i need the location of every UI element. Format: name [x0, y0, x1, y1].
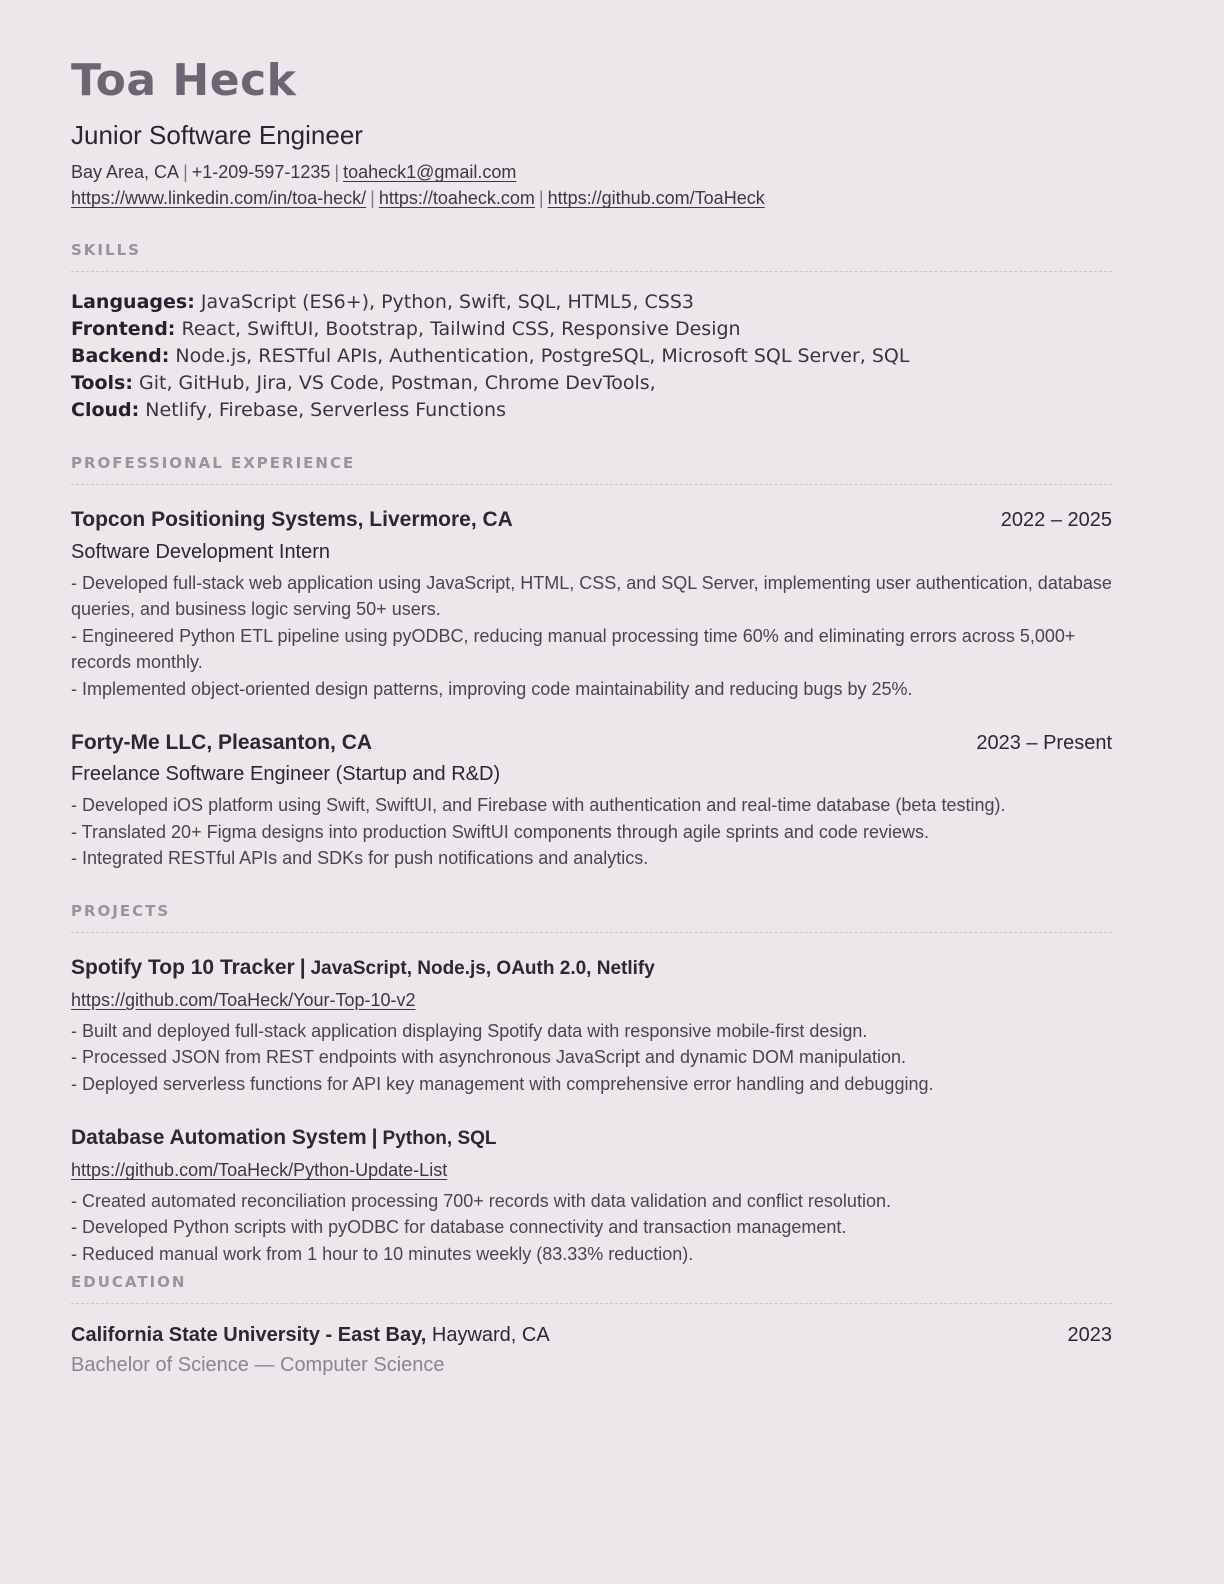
resume-name: Toa Heck	[71, 55, 297, 106]
contact-location: Bay Area, CA	[71, 162, 180, 183]
project-title-separator: |	[299, 955, 306, 979]
job-company: Forty-Me LLC, Pleasanton, CA	[71, 731, 373, 755]
website-link[interactable]: https://toaheck.com	[378, 188, 535, 209]
project-title	[71, 955, 1112, 981]
project-entry	[71, 955, 1112, 1097]
skill-row	[71, 397, 1112, 424]
project-name: Database Automation System	[71, 1126, 367, 1150]
bullet-item: - Translated 20+ Figma designs into production SwiftUI components through agile sprints and code reviews.	[71, 821, 929, 842]
project-title	[71, 1125, 1112, 1151]
project-name: Spotify Top 10 Tracker	[71, 955, 295, 979]
job-header	[71, 730, 1112, 756]
project-link-row	[71, 989, 1112, 1012]
education-section-heading: EDUCATION	[71, 1273, 187, 1292]
section-divider	[71, 484, 1112, 485]
bullet-item: - Engineered Python ETL pipeline using pyODBC, reducing manual processing time 60% and eliminating errors across 5,000+ records monthly.	[71, 625, 1076, 673]
github-link[interactable]: https://github.com/ToaHeck	[547, 188, 765, 209]
skill-row	[71, 343, 1112, 370]
projects-section-heading: PROJECTS	[71, 901, 171, 920]
education-school-location: Hayward, CA	[431, 1324, 550, 1347]
bullet-item: - Integrated RESTful APIs and SDKs for push notifications and analytics.	[71, 848, 649, 869]
linkedin-link[interactable]: https://www.linkedin.com/in/toa-heck/	[71, 188, 367, 209]
job-role: Freelance Software Engineer (Startup and R&D)	[71, 763, 501, 786]
contact-separator: |	[183, 162, 188, 183]
job-bullets	[71, 570, 1112, 703]
section-divider	[71, 271, 1112, 272]
education-school	[71, 1324, 550, 1347]
bullet-item: - Developed iOS platform using Swift, SwiftUI, and Firebase with authentication and real-time database (beta testing).	[71, 795, 1006, 816]
links-line	[71, 185, 1112, 211]
skills-list	[71, 289, 1112, 424]
bullet-item: - Implemented object-oriented design patterns, improving code maintainability and reducing bugs by 25%.	[71, 678, 913, 699]
job-header	[71, 507, 1112, 533]
education-school-name: California State University - East Bay,	[71, 1324, 427, 1347]
job-dates: 2023 – Present	[976, 732, 1112, 755]
skill-row	[71, 370, 1112, 397]
job-company: Topcon Positioning Systems, Livermore, CA	[71, 508, 513, 532]
bullet-item: - Developed full-stack web application using JavaScript, HTML, CSS, and SQL Server, implementing user authentication, database queries, and business logic serving 50+ users.	[71, 572, 1112, 620]
project-title-separator: |	[371, 1126, 378, 1150]
bullet-item: - Deployed serverless functions for API key management with comprehensive error handling and debugging.	[71, 1073, 934, 1094]
project-entry	[71, 1125, 1112, 1267]
resume-job-title: Junior Software Engineer	[71, 119, 363, 150]
links-separator: |	[370, 188, 375, 209]
contact-phone: +1-209-597-1235	[191, 162, 331, 183]
project-bullets	[71, 1188, 1112, 1268]
project-bullets	[71, 1018, 1112, 1098]
skill-label: Tools:	[71, 372, 133, 395]
project-tech-list: JavaScript, Node.js, OAuth 2.0, Netlify	[310, 957, 655, 979]
skills-section-heading: SKILLS	[71, 241, 141, 260]
education-degree: Bachelor of Science — Computer Science	[71, 1354, 445, 1377]
experience-section-heading: PROFESSIONAL EXPERIENCE	[71, 454, 356, 473]
skill-label: Frontend:	[71, 318, 176, 341]
skill-row	[71, 289, 1112, 316]
bullet-item: - Created automated reconciliation processing 700+ records with data validation and conflict resolution.	[71, 1190, 891, 1211]
bullet-item: - Reduced manual work from 1 hour to 10 minutes weekly (83.33% reduction).	[71, 1243, 694, 1264]
email-link[interactable]: toaheck1@gmail.com	[343, 162, 517, 183]
section-divider	[71, 1303, 1112, 1304]
project-link-row	[71, 1159, 1112, 1182]
bullet-item: - Processed JSON from REST endpoints with asynchronous JavaScript and dynamic DOM manipulation.	[71, 1047, 907, 1068]
section-divider	[71, 932, 1112, 933]
job-entry	[71, 507, 1112, 702]
skill-values: React, SwiftUI, Bootstrap, Tailwind CSS, Responsive Design	[181, 318, 741, 341]
contact-separator: |	[334, 162, 340, 183]
skill-label: Languages:	[71, 291, 195, 314]
bullet-item: - Built and deployed full-stack application displaying Spotify data with responsive mobile-first design.	[71, 1020, 868, 1041]
skill-values: JavaScript (ES6+), Python, Swift, SQL, HTML5, CSS3	[200, 291, 694, 314]
skill-values: Git, GitHub, Jira, VS Code, Postman, Chrome DevTools,	[139, 372, 656, 395]
contact-line	[71, 159, 1112, 185]
skill-row	[71, 316, 1112, 343]
job-entry	[71, 730, 1112, 872]
bullet-item: - Developed Python scripts with pyODBC for database connectivity and transaction management.	[71, 1217, 847, 1238]
skill-label: Backend:	[71, 345, 170, 368]
education-dates: 2023	[1067, 1324, 1112, 1347]
project-link[interactable]: https://github.com/ToaHeck/Python-Update-List	[71, 1160, 448, 1181]
education-entry	[71, 1324, 1112, 1347]
job-dates: 2022 – 2025	[1000, 509, 1112, 532]
project-tech-list: Python, SQL	[382, 1128, 497, 1150]
job-role: Software Development Intern	[71, 540, 331, 563]
job-bullets	[71, 792, 1112, 872]
project-link[interactable]: https://github.com/ToaHeck/Your-Top-10-v2	[71, 990, 416, 1011]
skill-values: Node.js, RESTful APIs, Authentication, PostgreSQL, Microsoft SQL Server, SQL	[175, 345, 910, 368]
skill-values: Netlify, Firebase, Serverless Functions	[145, 399, 506, 422]
links-separator: |	[538, 188, 544, 209]
skill-label: Cloud:	[71, 399, 140, 422]
